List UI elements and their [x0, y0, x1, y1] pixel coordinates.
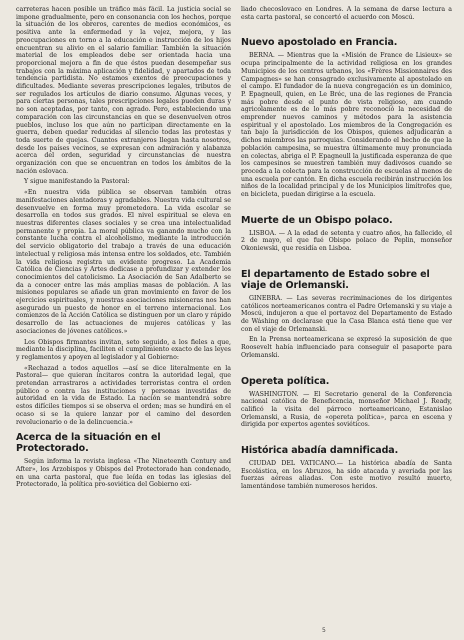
paragraph: «Rechazad a todos aquellos —así se dice literalmente en la Pastoral— que quieran incitaros contra la autoridad legal, que pretendan arrastraros a actividades terroristas contra el orden público o contra las instituciones y personas investidas de autoridad en la vida de Estado. La nación se mantendrá sobre estos difíciles tiempos si se observa el orden; mas se hundirá en el ocaso si se la quiere lanzar por el camino del desorden revolucionario o de la delincuencia.»	[16, 364, 231, 426]
page-number: 5	[322, 627, 326, 634]
paragraph: liado checoslovaco en Londres. A la semana de darse lectura a esta carta pastoral, se concertó el acuerdo con Moscú.	[241, 6, 452, 21]
article-abadia	[241, 445, 452, 491]
paragraph: GINEBRA. — Las severas recriminaciones de los dirigentes católicos norteamericanos contra el Padre Orlemanski y su viaje a Moscú, indujeron a que el portavoz del Departamento de Estado de Wáshing on declarase que la Casa Blanca está tiene que ver con el viaje de Orlemanski.	[241, 294, 452, 333]
paragraph: WASHINGTON. — El Secretario general de la Conferencia nacional católica de Beneficencia, monseñor Michael J. Ready, calificó la visita del párroco norteamericano, Estanislao Orlemanski, a Rusia, de «opereta política», parca en escena y dirigida por expertos agentes soviéticos.	[241, 390, 452, 429]
paragraph: carreteras hacen posible un tráfico más fácil. La justicia social se impone gradualmente, pero en consonancia con los hechos, porque la situación de los obreros, carentes de medios económicos, es positiva ante la enfermedad y la vejez, mejora, y las preocupaciones en torno a la educación e instrucción de los hijos encuentran su alivio en el salario familiar. También la situación material de los empleados debe ser orientada hacia una proporcional mejora a fin de que éstos puedan desempeñar sus trabajos con la máxima aplicación y fidelidad, y apartados de toda tendencia partidista. No estamos exentos de preocupaciones y dificultades. Mediante severas prescripciones legales, tributos de ser regulados los artículos de diario consumo. Algunas veces, y para ciertas personas, tales prescripciones legales pueden duras y no son aceptadas, por tanto, con agrado. Pero, estableciendo una comparación con las circunstancias en que se desenvuelven otros pueblos, incluso los que aún no participan directamente en la guerra, deben quedar reducidas al silencio todas las protestas y toda suerte de quejas. Cuantos extranjeros llegan hasta nosotros, desde los países vecinos, se expresan con admiración y alabanza acerca del orden, seguridad y circunstancias de nuestra organización con que se encuentran en todos los ámbitos de la nación eslovaca.	[16, 6, 231, 175]
right-column	[241, 6, 452, 640]
article-opereta-politica	[241, 376, 452, 430]
article-departamento-estado	[241, 269, 452, 360]
section-title: Histórica abadía damnificada.	[241, 445, 399, 457]
left-column	[16, 6, 231, 640]
paragraph: CIUDAD DEL VATICANO.— La histórica abadía de Santa Escolástica, en los Abruzos, ha sido atacada y averiada por las fuerzas aéreas aliadas. Con este motivo resultó muerto, lamentándose también numerosos heridos.	[241, 460, 452, 491]
paragraph: BERNA. — Mientras que la «Misión de France de Lisieux» se ocupa principalmente de la actividad religiosa en los grandes Municipios de los centros urbanos, los «Frères Missionnaires des Campagnes» se han consagrado exclusivamente al apostolado en el campo. El fundador de la nueva congregación es un dominico, P. Epagneull, quien, en Le Bréc, una de las regiones de Francia más pobre desde el punto de vista religioso, am cuando agricolamente es de lo más pobre reconoció la necesidad de emprender nuevos caminos y métodos para la asistencia espiritual y el apostolado. Los miembros de la Congregación es tan bajo la jurisdicción de los Obispos, quienes adjudicarán a dichos miembros las parroquias. Considerando el hecho de que la población campesina, se muestra últimamente muy pronunciada en colectas, abriga el P. Epagneull la justificada esperanza de que los campesinos se muestren también muy dadivosos cuando se proceda a la colecta para la construcción de escuelas al menos de una escuela por cantón. En dicha escuela recibirán instrucción los niños de la localidad principal y de los Municipios limítrofes que, en bicicleta, puedan dirigirse a la escuela.	[241, 52, 452, 199]
paragraph: «En nuestra vida pública se observan también otras manifestaciones alentadoras y agradables. Nuestra vida cultural se desenvuelve en forma muy prometedora. La vida escolar se desarrolla en todos sus grados. El nivel espiritual se eleva en nuestras diferentes clases sociales y se crea una intelectualidad permanente y propia. La moral pública va ganando mucho con la constante lucha contra el alcoholismo, mediante la introducción del servicio obligatorio del trabajo a través de una educación intelectual y religiosa más intensa entre los soldados, etc. También la vida religiosa registra un evidente progreso. La Academia Católica de Ciencias y Artes dedicase a profundizar y extender los conocimientos del catolicismo. La Asociación de San Adalberto se da a conocer entre las más amplias masas de población. A las misiones populares se añade un gran movimiento en favor de los ejercicios espirituales, y nuestras asociaciones misioneras nos han asegurado un puesto de honor en el terreno internacional. Los comienzos de la Acción Católica se distinguen por un claro y rápido desarrollo de las actuaciones de mujeres católicas y las asociaciones de jóvenes católicos.»	[16, 189, 231, 335]
section-title: Acerca de la situación en el Protectorado.	[16, 432, 161, 455]
paragraph: Según informa la revista inglesa «The Nineteenth Century and After», los Arzobispos y Obispos del Protectorado han condenado, en una carta pastoral, que fue leída en todas las iglesias del Protectorado, la política pro-soviética del Gobierno exi-	[16, 458, 231, 489]
paragraph: Y sigue manifestando la Pastoral:	[24, 178, 130, 186]
section-title: Nuevo apostolado en Francia.	[241, 37, 398, 49]
paragraph: Los Obispos firmantes invitan, seto seguido, a los fieles a que, mediante la disciplina, faciliten el cumplimiento exacto de las leyes y reglamentos y apoyen al legislador y al Gobierno:	[16, 338, 231, 361]
article-nuevo-apostolado	[241, 37, 452, 198]
section-title: El departamento de Estado sobre el viaje de Orlemanski.	[241, 268, 430, 291]
paragraph: En la Prensa norteamericana se expresó la suposición de que Roosevelt había influenciado para conseguir el pasaporte para Orlemanski.	[241, 336, 452, 359]
section-title: Muerte de un Obispo polaco.	[241, 214, 393, 226]
paragraph: LISBOA. — A la edad de setenta y cuatro años, ha fallecido, el 2 de mayo, el que fué Obispo polaco de Peplin, monseñor Okoniewski, que residía en Lisboa.	[241, 229, 452, 253]
section-title: Opereta política.	[241, 375, 330, 387]
article-muerte-obispo	[241, 215, 452, 253]
